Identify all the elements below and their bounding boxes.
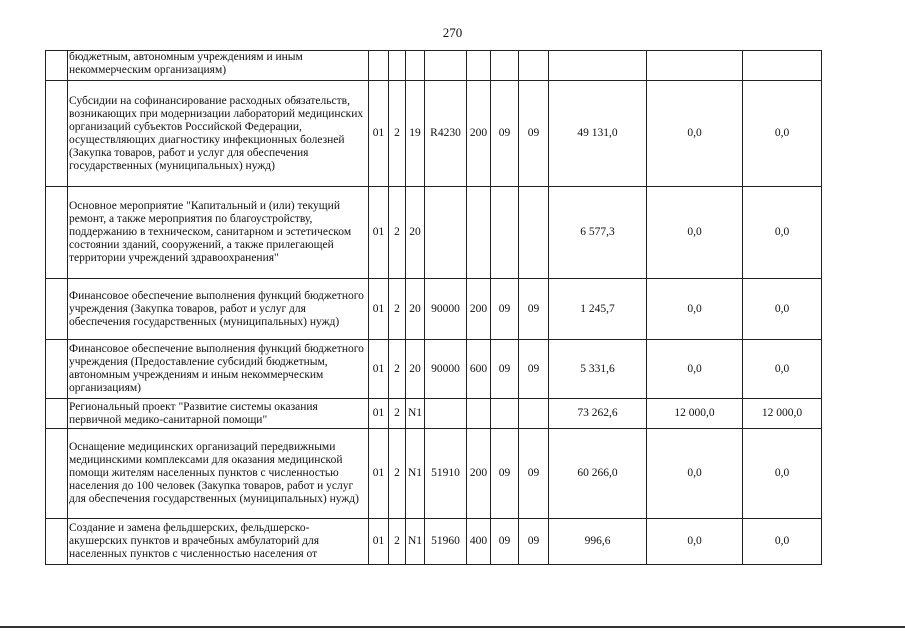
index-cell: [46, 340, 68, 399]
amount-year-2: 0,0: [647, 429, 743, 519]
code-direction: 51910: [425, 429, 467, 519]
code-subsection: [519, 187, 549, 279]
code-section: [491, 187, 519, 279]
table-body: [46, 51, 822, 565]
budget-table: [45, 50, 822, 565]
code-program: 01: [369, 429, 389, 519]
code-section: 09: [491, 340, 519, 399]
table-row: [46, 187, 822, 279]
code-event: 19: [406, 81, 425, 187]
row-description: Субсидии на софинансирование расходных обязательств, возникающих при модернизации лабораторий медицинских организаций субъектов Российской Федерации, осуществляющих диагностику инфекционных болезней (Закупка товаров, работ и услуг для обеспечения государственных (муниципальных) нужд): [68, 81, 369, 187]
code-program: 01: [369, 340, 389, 399]
code-direction: [425, 187, 467, 279]
code-direction: 90000: [425, 340, 467, 399]
code-expense-type: 200: [467, 429, 491, 519]
code-expense-type: 400: [467, 519, 491, 565]
code-event: N1: [406, 519, 425, 565]
code-expense-type: [467, 51, 491, 81]
amount-year-2: 0,0: [647, 187, 743, 279]
index-cell: [46, 429, 68, 519]
amount-year-3: [743, 51, 822, 81]
row-description: Основное мероприятие "Капитальный и (или) текущий ремонт, а также мероприятия по благоустройству, поддержанию в техническом, санитарном и эстетическом состоянии зданий, сооружений, а также прилегающей территории учреждений здравоохранения": [68, 187, 369, 279]
amount-year-3: 0,0: [743, 340, 822, 399]
amount-year-1: 49 131,0: [549, 81, 647, 187]
code-event: N1: [406, 429, 425, 519]
row-description: бюджетным, автономным учреждениям и иным некоммерческим организациям): [68, 51, 369, 81]
code-subsection: [519, 51, 549, 81]
code-event: 20: [406, 279, 425, 340]
amount-year-2: 12 000,0: [647, 399, 743, 429]
amount-year-1: 996,6: [549, 519, 647, 565]
amount-year-2: 0,0: [647, 279, 743, 340]
table-row: [46, 399, 822, 429]
index-cell: [46, 519, 68, 565]
code-subprogram: 2: [389, 279, 406, 340]
amount-year-2: 0,0: [647, 519, 743, 565]
code-subprogram: [389, 51, 406, 81]
code-direction: [425, 51, 467, 81]
code-subprogram: 2: [389, 340, 406, 399]
table-row: [46, 429, 822, 519]
code-expense-type: 200: [467, 81, 491, 187]
code-section: 09: [491, 429, 519, 519]
code-program: [369, 51, 389, 81]
code-expense-type: 200: [467, 279, 491, 340]
code-direction: 90000: [425, 279, 467, 340]
code-subsection: 09: [519, 279, 549, 340]
index-cell: [46, 399, 68, 429]
amount-year-3: 0,0: [743, 187, 822, 279]
code-program: 01: [369, 187, 389, 279]
row-description: Оснащение медицинских организаций передвижными медицинскими комплексами для оказания медицинской помощи жителям населенных пунктов с численностью населения до 100 человек (Закупка товаров, работ и услуг для обеспечения государственных (муниципальных) нужд): [68, 429, 369, 519]
code-direction: 51960: [425, 519, 467, 565]
code-section: [491, 51, 519, 81]
code-subprogram: 2: [389, 399, 406, 429]
amount-year-3: 12 000,0: [743, 399, 822, 429]
code-event: 20: [406, 340, 425, 399]
code-expense-type: [467, 187, 491, 279]
amount-year-1: 5 331,6: [549, 340, 647, 399]
amount-year-3: 0,0: [743, 81, 822, 187]
code-expense-type: [467, 399, 491, 429]
code-subprogram: 2: [389, 429, 406, 519]
code-program: 01: [369, 399, 389, 429]
row-description: Создание и замена фельдшерских, фельдшерско-акушерских пунктов и врачебных амбулаторий для населенных пунктов с численностью населения от: [68, 519, 369, 565]
code-program: 01: [369, 81, 389, 187]
code-direction: [425, 399, 467, 429]
scan-edge-line: [0, 626, 905, 628]
code-program: 01: [369, 519, 389, 565]
amount-year-2: 0,0: [647, 340, 743, 399]
index-cell: [46, 51, 68, 81]
table-row: [46, 81, 822, 187]
amount-year-1: 73 262,6: [549, 399, 647, 429]
code-subsection: 09: [519, 81, 549, 187]
table-row: [46, 340, 822, 399]
code-section: 09: [491, 81, 519, 187]
code-subprogram: 2: [389, 519, 406, 565]
code-event: N1: [406, 399, 425, 429]
table-row: [46, 279, 822, 340]
amount-year-1: 60 266,0: [549, 429, 647, 519]
code-section: [491, 399, 519, 429]
code-section: 09: [491, 519, 519, 565]
code-subsection: 09: [519, 429, 549, 519]
index-cell: [46, 279, 68, 340]
amount-year-1: 6 577,3: [549, 187, 647, 279]
code-subprogram: 2: [389, 187, 406, 279]
code-program: 01: [369, 279, 389, 340]
code-expense-type: 600: [467, 340, 491, 399]
code-section: 09: [491, 279, 519, 340]
amount-year-3: 0,0: [743, 279, 822, 340]
code-subsection: 09: [519, 519, 549, 565]
amount-year-2: 0,0: [647, 81, 743, 187]
table-row: [46, 519, 822, 565]
index-cell: [46, 81, 68, 187]
code-event: [406, 51, 425, 81]
code-direction: R4230: [425, 81, 467, 187]
page-number: 270: [442, 25, 463, 40]
amount-year-3: 0,0: [743, 429, 822, 519]
table-row: [46, 51, 822, 81]
index-cell: [46, 187, 68, 279]
code-event: 20: [406, 187, 425, 279]
row-description: Финансовое обеспечение выполнения функций бюджетного учреждения (Предоставление субсидий бюджетным, автономным учреждениям и иным некоммерческим организациям): [68, 340, 369, 399]
amount-year-3: 0,0: [743, 519, 822, 565]
code-subsection: [519, 399, 549, 429]
amount-year-2: [647, 51, 743, 81]
amount-year-1: 1 245,7: [549, 279, 647, 340]
code-subprogram: 2: [389, 81, 406, 187]
code-subsection: 09: [519, 340, 549, 399]
row-description: Финансовое обеспечение выполнения функций бюджетного учреждения (Закупка товаров, работ и услуг для обеспечения государственных (муниципальных) нужд): [68, 279, 369, 340]
row-description: Региональный проект "Развитие системы оказания первичной медико-санитарной помощи": [68, 399, 369, 429]
amount-year-1: [549, 51, 647, 81]
